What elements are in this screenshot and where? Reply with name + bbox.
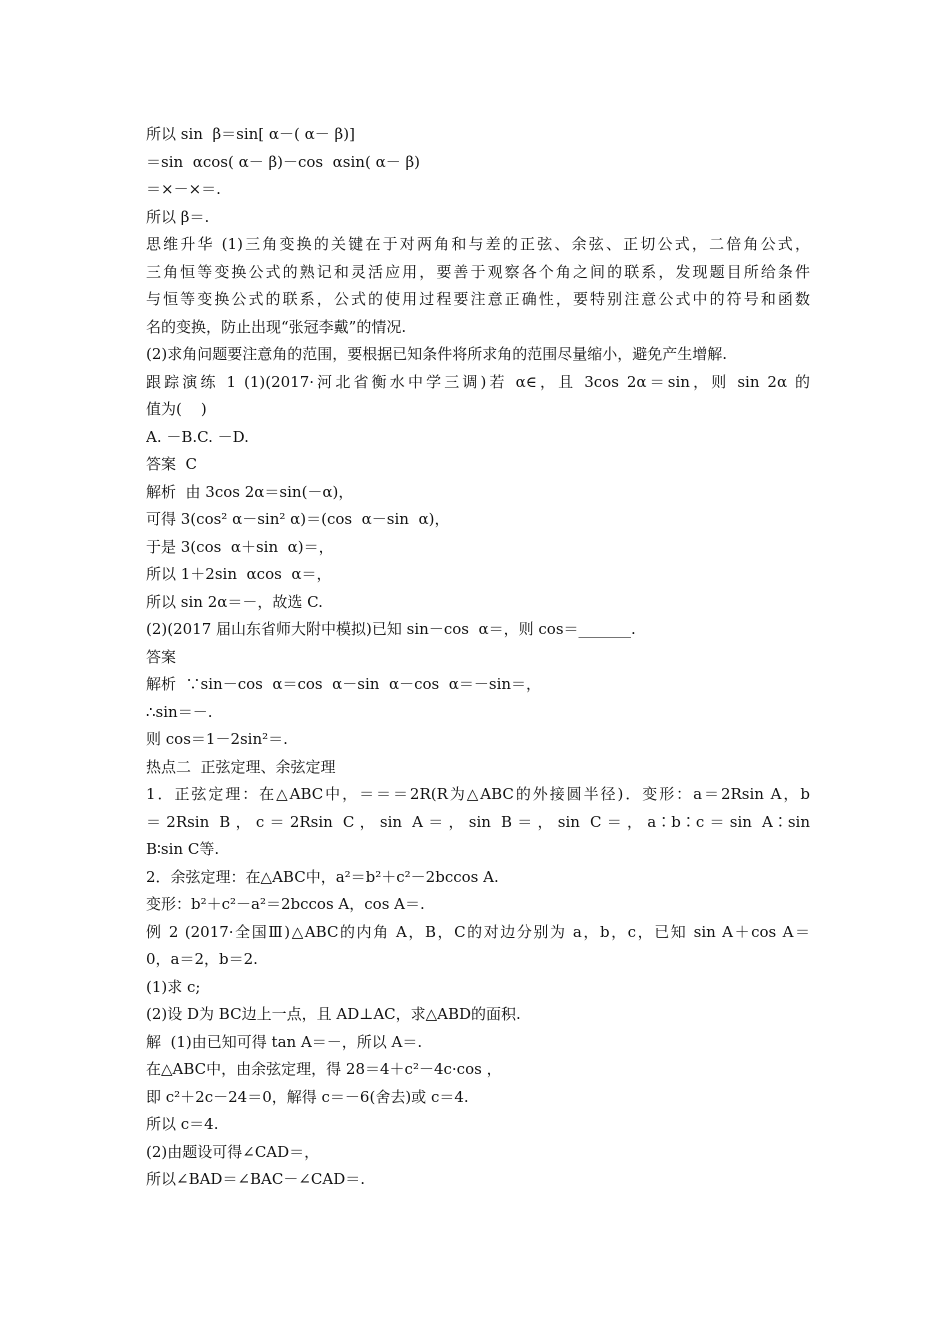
text-line: 思维升华 (1)三角变换的关键在于对两角和与差的正弦、余弦、正切公式，二倍角公式， <box>146 235 810 253</box>
text-line: 答案 <box>146 647 177 666</box>
text-line: 变形：b²＋c²－a²＝2bccos A，cos A＝. <box>146 895 425 913</box>
text-line: 即 c²＋2c－24＝0，解得 c＝－6(舍去)或 c＝4. <box>146 1087 469 1106</box>
text-line: (2)由题设可得∠CAD＝， <box>146 1142 320 1161</box>
text-line: 跟踪演练 1 (1)(2017·河北省衡水中学三调)若 α∈，且 3cos 2α＝sin，则 sin 2α 的 <box>146 372 810 391</box>
text-line: 所以 c＝4. <box>146 1115 219 1133</box>
text-line: (1)求 c; <box>146 977 201 996</box>
text-line: (2)(2017 届山东省师大附中模拟)已知 sin－cos α＝，则 cos＝_______. <box>146 620 636 638</box>
text-line: (2)求角问题要注意角的范围，要根据已知条件将所求角的范围尽量缩小，避免产生增解. <box>146 345 728 363</box>
text-line: ＝×－×＝. <box>146 180 221 198</box>
text-line: 与恒等变换公式的联系，公式的使用过程要注意正确性，要特别注意公式中的符号和函数 <box>146 290 810 308</box>
text-line: 0，a＝2，b＝2. <box>146 950 258 968</box>
text-line: 1．正弦定理：在△ABC中，＝＝＝2R(R为△ABC的外接圆半径)．变形：a＝2Rsin A，b <box>146 785 810 803</box>
text-line: 名的变换，防止出现“张冠李戴”的情况. <box>146 317 407 336</box>
text-line: 所以∠BAD＝∠BAC－∠CAD＝. <box>146 1170 366 1188</box>
text-line: 解析 ∵sin－cos α＝cos α－sin α－cos α＝－sin＝， <box>146 675 542 693</box>
text-line: 例 2 (2017·全国Ⅲ)△ABC的内角 A，B，C的对边分别为 a，b，c，已知 sin A＋cos A＝ <box>146 922 810 941</box>
text-line: 在△ABC中，由余弦定理，得 28＝4＋c²－4c·cos ， <box>146 1060 502 1078</box>
text-line: ＝2Rsin B，c＝2Rsin C，sin A＝，sin B＝，sin C＝，a∶b∶c＝sin A∶sin <box>146 812 810 831</box>
text-line: ＝sin αcos( α－ β)－cos αsin( α－ β) <box>146 152 420 171</box>
text-line: 所以 sin β＝sin[ α－( α－ β)] <box>146 125 355 143</box>
text-line: 则 cos＝1－2sin²＝. <box>146 730 288 748</box>
text-line: 2．余弦定理：在△ABC中，a²＝b²＋c²－2bccos A. <box>146 867 499 886</box>
text-line: 所以 1＋2sin αcos α＝， <box>146 565 332 583</box>
text-line: 可得 3(cos² α－sin² α)＝(cos α－sin α)， <box>146 510 450 528</box>
text-line: (2)设 D为 BC边上一点，且 AD⊥AC，求△ABD的面积. <box>146 1005 521 1023</box>
text-line: 答案 C <box>146 455 198 473</box>
text-line: 所以 β＝. <box>146 207 210 226</box>
text-line: ∴sin＝－. <box>146 702 213 721</box>
text-line: 三角恒等变换公式的熟记和灵活应用，要善于观察各个角之间的联系，发现题目所给条件 <box>146 262 810 281</box>
text-line: 解 (1)由已知可得 tan A＝－，所以 A＝. <box>146 1032 423 1051</box>
text-line: 所以 sin 2α＝－，故选 C. <box>146 592 323 611</box>
text-line: 值为( ) <box>146 400 207 418</box>
text-line: A. －B.C. －D. <box>146 427 249 446</box>
section-heading: 热点二 正弦定理、余弦定理 <box>146 757 336 776</box>
text-line: 解析 由 3cos 2α＝sin(－α)， <box>146 482 354 501</box>
text-line: B∶sin C等. <box>146 840 220 858</box>
text-line: 于是 3(cos α＋sin α)＝， <box>146 537 334 556</box>
document-body <box>146 121 810 1194</box>
